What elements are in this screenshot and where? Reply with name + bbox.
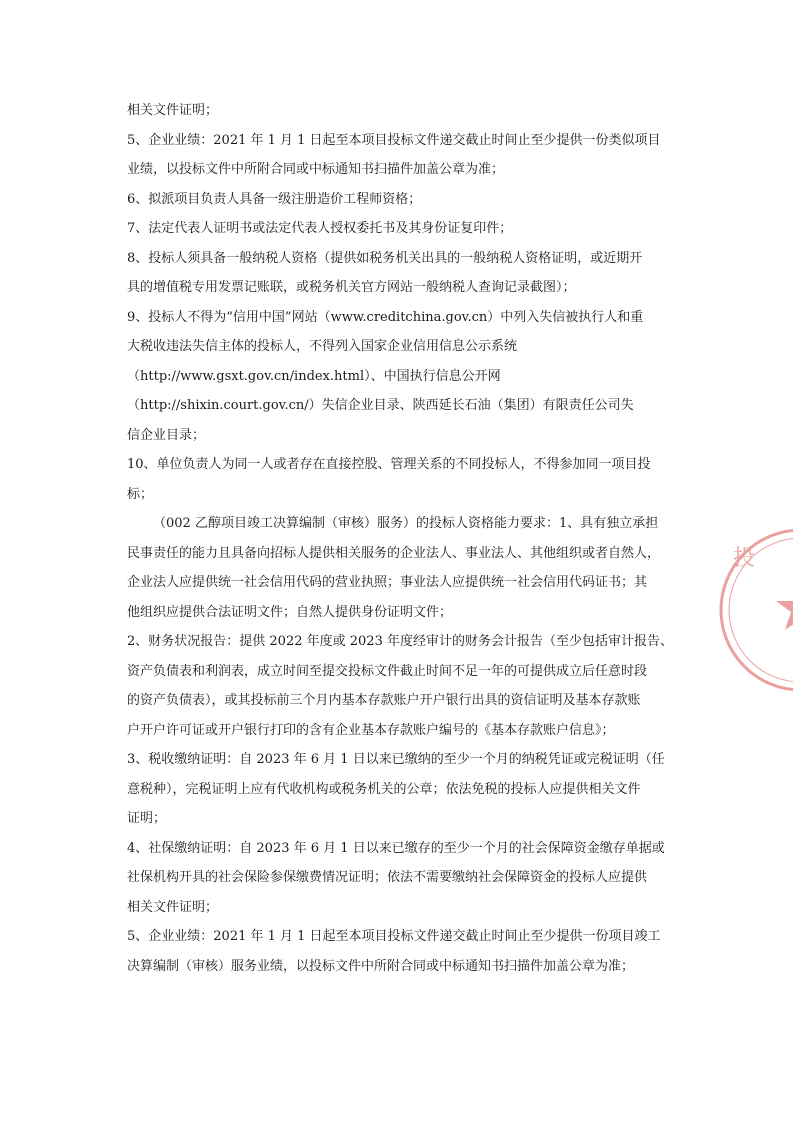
text-line: 资产负债表和利润表，成立时间至提交投标文件截止时间不足一年的可提供成立后任意时段: [127, 663, 648, 679]
text-line: 社保机构开具的社会保险参保缴费情况证明；依法不需要缴纳社会保障资金的投标人应提供: [127, 870, 648, 885]
document-body: [127, 96, 697, 981]
text-line: 具的增值税专用发票记账联，或税务机关官方网站一般纳税人查询记录截图）；: [127, 280, 576, 295]
text-line: 3、税收缴纳证明：自 2023 年 6 月 1 日以来已缴纳的至少一个月的纳税凭证或完税证明（任: [127, 752, 665, 767]
text-line: 信企业目录；: [127, 427, 206, 443]
seal-text: 投: [733, 546, 756, 571]
text-line: 4、社保缴纳证明：自 2023 年 6 月 1 日以来已缴存的至少一个月的社会保障资金缴存单据或: [127, 840, 665, 856]
text-line: 决算编制（审核）服务业绩，以投标文件中所附合同或中标通知书扫描件加盖公章为准；: [127, 958, 635, 974]
text-line: 相关文件证明；: [127, 899, 219, 915]
text-line: 5、企业业绩：2021 年 1 月 1 日起至本项目投标文件递交截止时间止至少提供一份类似项目: [127, 132, 661, 148]
text-line: 户开户许可证或开户银行打印的含有企业基本存款账户编号的《基本存款账户信息》；: [127, 722, 615, 738]
text-line: 8、投标人须具备一般纳税人资格（提供如税务机关出具的一般纳税人资格证明，或近期开: [127, 250, 643, 266]
text-line: 7、法定代表人证明书或法定代表人授权委托书及其身份证复印件；: [127, 221, 513, 236]
text-line: 2、财务状况报告：提供 2022 年度或 2023 年度经审计的财务会计报告（至少包括审计报告、: [127, 634, 673, 649]
text-line: （http://shixin.court.gov.cn/）失信企业目录、陕西延长石油（集团）有限责任公司失: [127, 398, 634, 413]
text-line: 业绩，以投标文件中所附合同或中标通知书扫描件加盖公章为准；: [127, 162, 505, 177]
text-line: 意税种），完税证明上应有代收机构或税务机关的公章；依法免税的投标人应提供相关文件: [127, 781, 641, 797]
text-line: 证明；: [127, 811, 167, 826]
text-line: 9、投标人不得为“信用中国”网站（www.creditchina.gov.cn）中列入失信被执行人和重: [127, 309, 644, 325]
text-line: 标；: [127, 486, 154, 502]
text-line: 6、拟派项目负责人具备一级注册造价工程师资格；: [127, 191, 422, 207]
text-line: 10、单位负责人为同一人或者存在直接控股、管理关系的不同投标人，不得参加同一项目投: [127, 457, 651, 472]
text-line: 大税收违法失信主体的投标人，不得列入国家企业信用信息公示系统: [127, 339, 518, 354]
text-line: 民事责任的能力且具备向招标人提供相关服务的企业法人、事业法人、其他组织或者自然人，: [127, 545, 661, 561]
official-seal-stamp: [713, 525, 793, 695]
text-line: 相关文件证明；: [127, 103, 219, 118]
text-line: （http://www.gsxt.gov.cn/index.html）、中国执行信息公开网: [127, 368, 501, 384]
text-line: 他组织应提供合法证明文件；自然人提供身份证明文件；: [127, 604, 453, 620]
text-line: （002 乙醇项目竣工决算编制（审核）服务）的投标人资格能力要求：1、具有独立承担: [153, 516, 659, 531]
text-line: 企业法人应提供统一社会信用代码的营业执照；事业法人应提供统一社会信用代码证书；其: [127, 575, 648, 590]
text-line: 的资产负债表），或其投标前三个月内基本存款账户开户银行出具的资信证明及基本存款账: [127, 693, 641, 708]
text-line: 5、企业业绩：2021 年 1 月 1 日起至本项目投标文件递交截止时间止至少提供一份项目竣工: [127, 929, 661, 944]
